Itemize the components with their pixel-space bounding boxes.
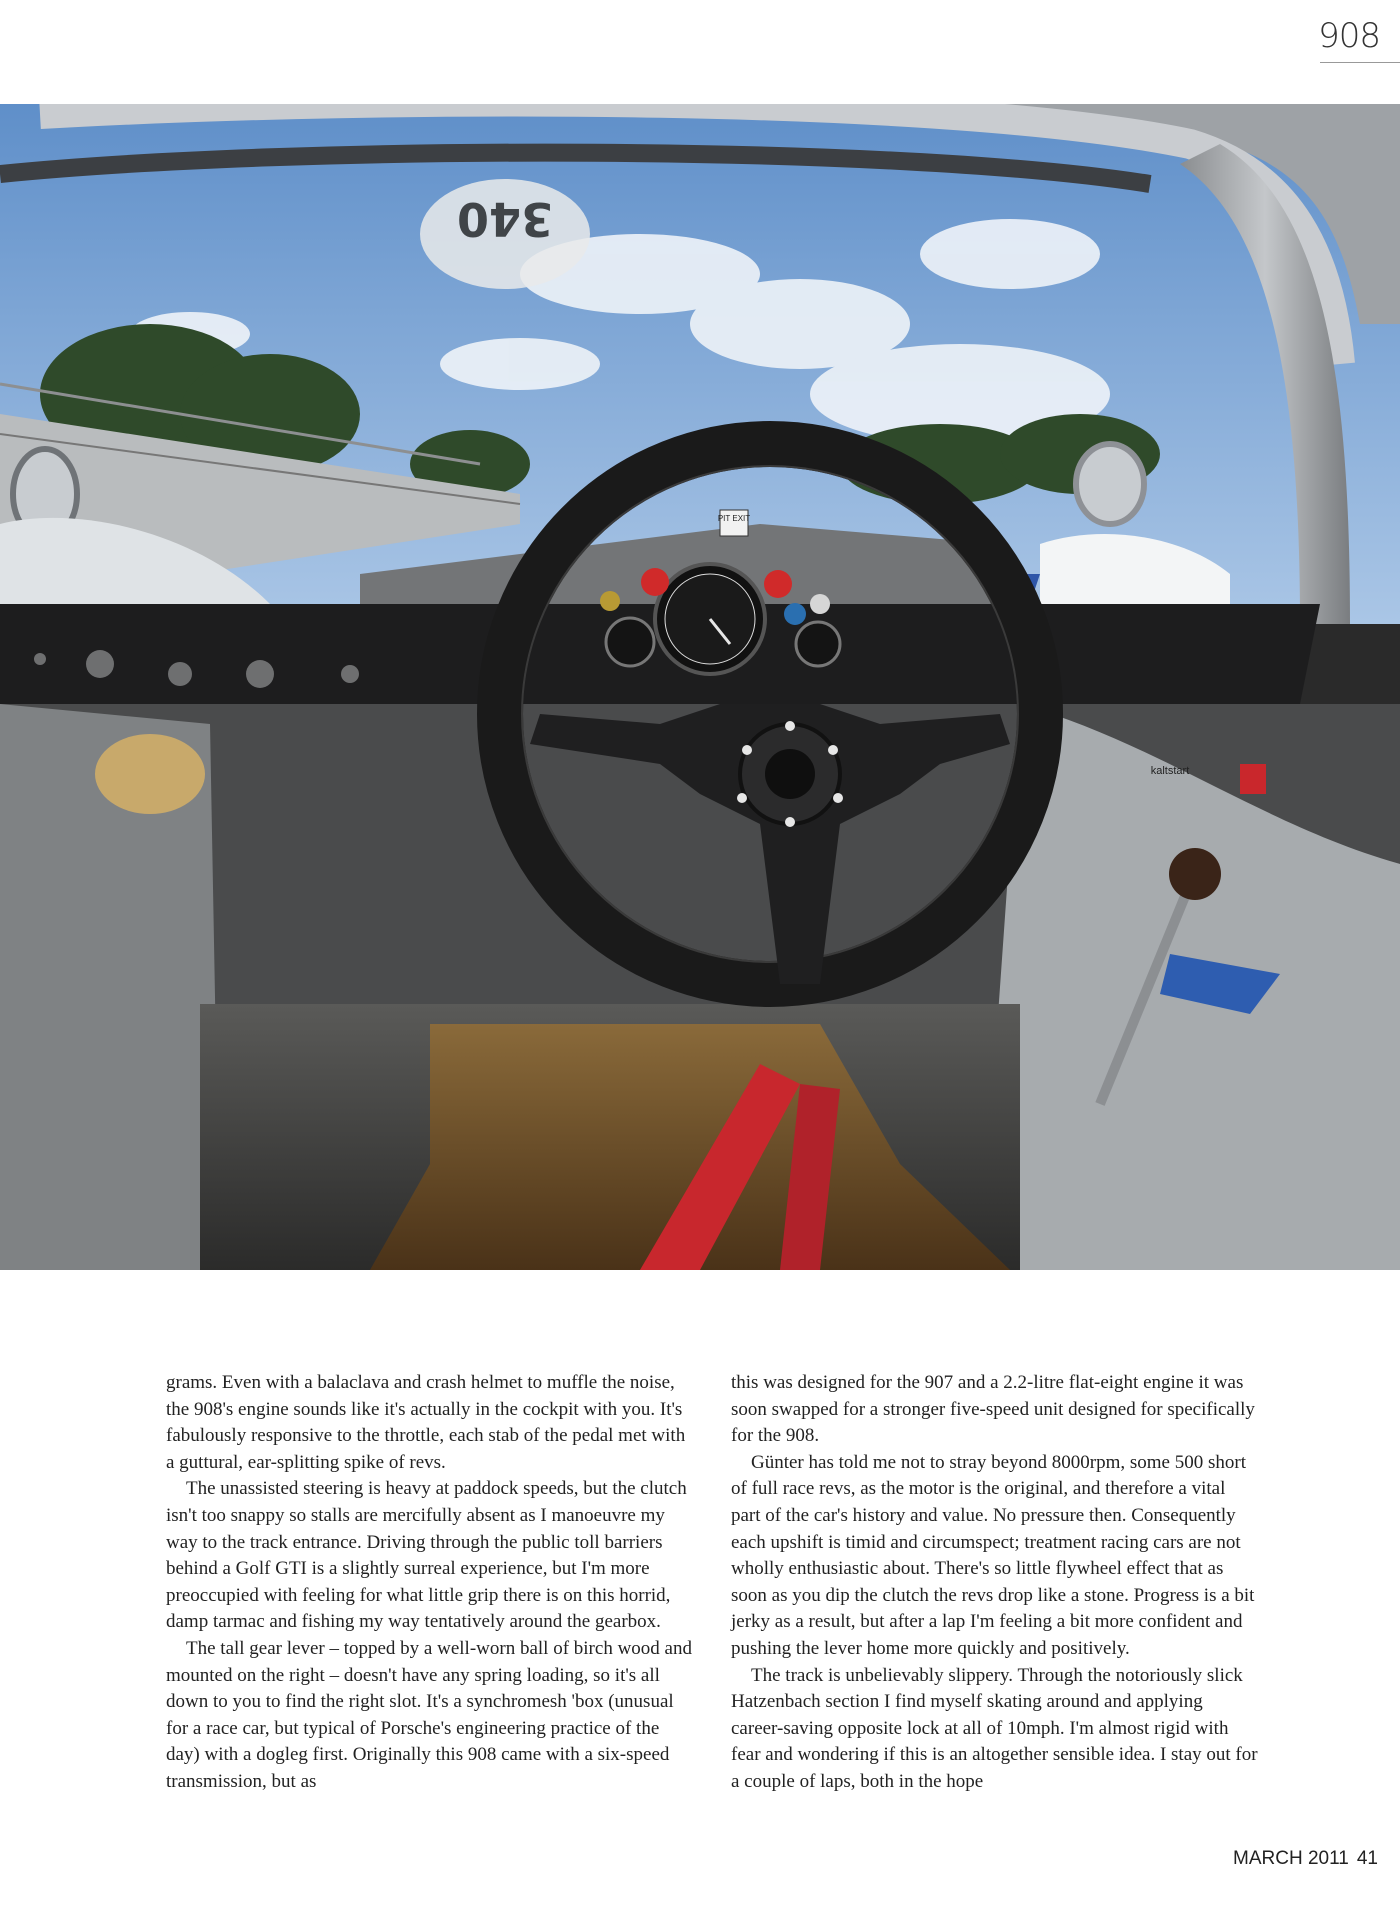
- section-rule: [1320, 62, 1400, 63]
- paragraph: The unassisted steering is heavy at paddock speeds, but the clutch isn't too snappy so stalls are mercifully absent as I manoeuvre my way to the track entrance. Driving through the public toll barriers behind a Golf GTI is a slightly surreal experience, but I'm more preoccupied with feeling for what little grip there is on this horrid, damp tarmac and fishing my way tentatively around the gearbox.: [166, 1478, 687, 1633]
- kaltstart-label: kaltstart: [1150, 765, 1190, 777]
- paragraph: Günter has told me not to stray beyond 8000rpm, some 500 short of full race revs, as the motor is the original, and therefore a vital part of the car's history and value. No pressure then. Consequently each upshift is timid and circumspect; treatment racing cars are not wholly enthusiastic about. There's so little flywheel effect that as soon as you dip the clutch the revs drop like a stone. Progress is a bit jerky as a result, but after a lap I'm feeling a bit more confident and pushing the lever home more quickly and positively.: [731, 1451, 1255, 1659]
- issue-date: MARCH 2011: [1233, 1848, 1349, 1869]
- page-footer: [1233, 1848, 1378, 1870]
- paragraph: grams. Even with a balaclava and crash helmet to muffle the noise, the 908's engine sounds like it's actually in the cockpit with you. It's fabulously responsive to the throttle, each stab of the pedal met with a guttural, ear-splitting spike of revs.: [166, 1372, 686, 1473]
- paragraph: The tall gear lever – topped by a well-worn ball of birch wood and mounted on the right – doesn't have any spring loading, so it's all down to you to find the right slot. It's a synchromesh 'box (unusual for a race car, but typical of Porsche's engineering practice of the day) with a dogleg first. Originally this 908 came with a six-speed transmission, but as: [166, 1637, 692, 1792]
- article-column-right: [731, 1370, 1258, 1796]
- page-number: 41: [1356, 1848, 1378, 1869]
- paragraph: this was designed for the 907 and a 2.2-litre flat-eight engine it was soon swapped for a stronger five-speed unit designed for specifically for the 908.: [731, 1372, 1255, 1447]
- pit-sign-label: PIT EXIT: [717, 514, 751, 523]
- cockpit-photo: [0, 104, 1400, 1270]
- article-body: [166, 1370, 1258, 1796]
- race-number: 340: [456, 192, 554, 246]
- section-tag: 908: [1318, 16, 1380, 56]
- article-column-left: [166, 1370, 693, 1796]
- paragraph: The track is unbelievably slippery. Through the notoriously slick Hatzenbach section I find myself skating around and applying career-saving opposite lock at all of 10mph. I'm almost rigid with fear and wondering if this is an altogether sensible idea. I stay out for a couple of laps, both in the hope: [731, 1664, 1258, 1792]
